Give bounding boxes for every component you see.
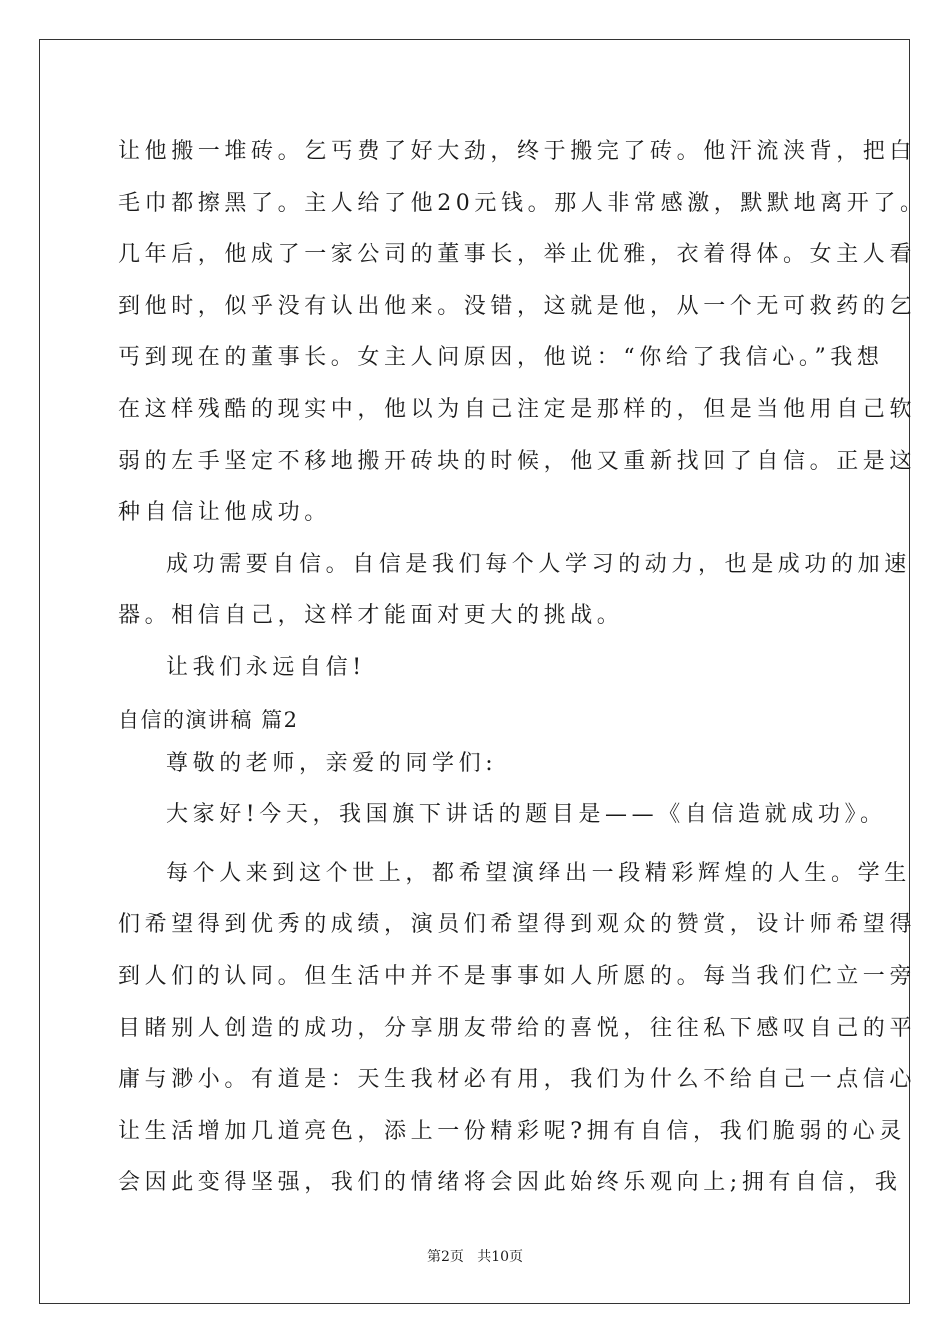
text-line: 成功需要自信。自信是我们每个人学习的动力，也是成功的加速 [166, 551, 911, 577]
text-line: 让生活增加几道亮色，添上一份精彩呢?拥有自信，我们脆弱的心灵 [118, 1118, 906, 1144]
greeting-line: 尊敬的老师，亲爱的同学们: [166, 750, 498, 776]
text-line: 几年后，他成了一家公司的董事长，举止优雅，衣着得体。女主人看 [118, 242, 917, 268]
page-number-footer: 第2页 共10页 [426, 1249, 524, 1265]
text-line: 庸与渺小。有道是：天生我材必有用，我们为什么不给自己一点信心 [118, 1067, 917, 1093]
section-heading: 自信的演讲稿 篇2 [118, 707, 299, 732]
text-line: 到他时，似乎没有认出他来。没错，这就是他，从一个无可救药的乞 [118, 293, 917, 319]
text-line: 到人们的认同。但生活中并不是事事如人所愿的。每当我们伫立一旁 [118, 963, 917, 989]
text-line: 种自信让他成功。 [118, 500, 331, 526]
opening-line: 大家好!今天，我国旗下讲话的题目是——《自信造就成功》。 [166, 802, 887, 828]
text-line: 每个人来到这个世上，都希望演绎出一段精彩辉煌的人生。学生 [166, 860, 911, 886]
text-line: 让他搬一堆砖。乞丐费了好大劲，终于搬完了砖。他汗流浃背，把白 [118, 139, 917, 164]
text-line: 弱的左手坚定不移地搬开砖块的时候，他又重新找回了自信。正是这 [118, 448, 917, 474]
text-line: 毛巾都擦黑了。主人给了他20元钱。那人非常感激，默默地离开了。 [118, 190, 927, 216]
closing-line: 让我们永远自信! [166, 654, 366, 680]
text-line: 们希望得到优秀的成绩，演员们希望得到观众的赞赏，设计师希望得 [118, 912, 917, 938]
text-line: 在这样残酷的现实中，他以为自己注定是那样的，但是当他用自己软 [118, 396, 917, 422]
text-line: 会因此变得坚强，我们的情绪将会因此始终乐观向上;拥有自信，我 [118, 1170, 902, 1196]
document-body [118, 132, 927, 1215]
text-line: 器。相信自己，这样才能面对更大的挑战。 [118, 603, 624, 629]
text-line: 丐到现在的董事长。女主人问原因，他说：“你给了我信心。”我想 [118, 345, 884, 371]
text-line: 目睹别人创造的成功，分享朋友带给的喜悦，往往私下感叹自己的平 [118, 1015, 917, 1041]
